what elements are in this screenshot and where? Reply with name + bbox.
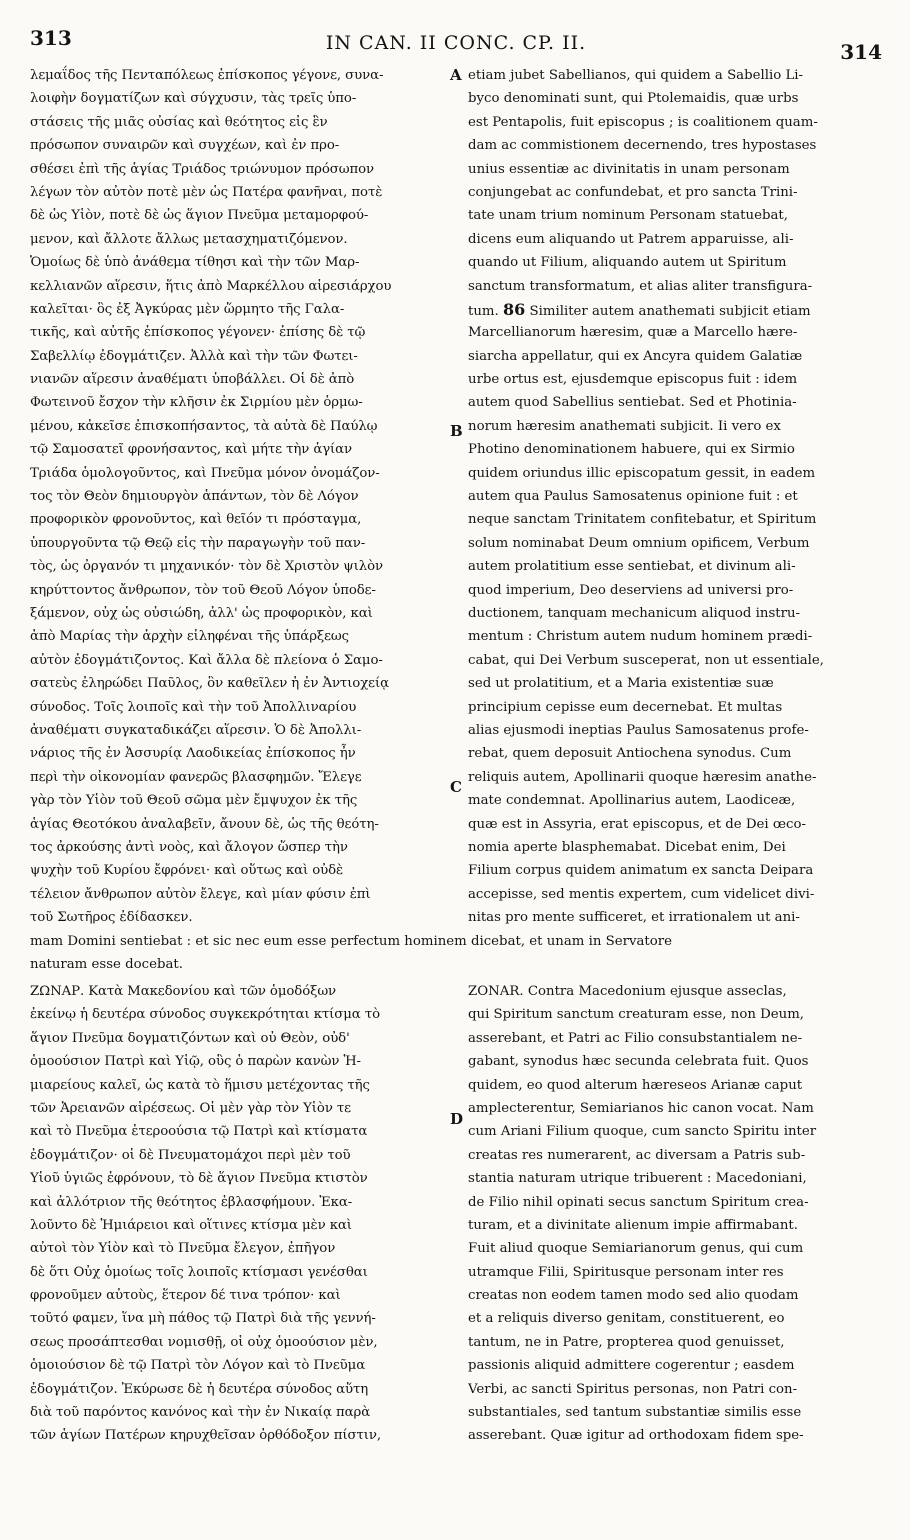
greek-top-line: τικῆς, καὶ αὐτῆς ἐπίσκοπος γέγονεν· ἐπίσης δὲ τῷ (30, 325, 366, 341)
latin-bottom-line: qui Spiritum sanctum creaturam esse, non Deum, (468, 1007, 805, 1023)
latin-bottom-line: gabant, synodus hæc secunda celebrata fuit. Quos (468, 1054, 809, 1070)
greek-bottom-line: δὲ ὅτι Οὐχ ὁμοίως τοῖς λοιποῖς κτίσμασι γενέσθαι (30, 1264, 368, 1280)
latin-top-line: conjungebat ac confundebat, et pro sancta Trini- (468, 184, 798, 200)
latin-top-line: Photino denominationem habuere, qui ex Sirmio (468, 442, 795, 458)
greek-top-line: πρόσωπον συναιρῶν καὶ συγχέων, καὶ ἐν προ- (30, 138, 340, 154)
greek-top-line: στάσεις τῆς μιᾶς οὐσίας καὶ θεότητος εἰς ἓν (30, 114, 328, 130)
greek-top-line: προφορικὸν φρονοῦντος, καὶ θεῖόν τι πρόσταγμα, (30, 512, 362, 528)
greek-top-line: αὐτὸν ἐδογμάτιζοντος. Καὶ ἄλλα δὲ πλείονα ὁ Σαμο- (30, 652, 383, 668)
greek-bottom-line: τῶν ἁγίων Πατέρων κηρυχθεῖσαν ὀρθόδοξον πίστιν, (30, 1428, 381, 1444)
greek-column-top (30, 64, 448, 929)
latin-top-line: sanctum transformatum, et alias aliter transfigura- (468, 278, 813, 294)
greek-top-line: τὸς, ὡς ὀργανόν τι μηχανικόν· τὸν δὲ Χριστὸν ψιλὸν (30, 559, 383, 575)
greek-bottom-line: αὐτοὶ τὸν Υἱὸν καὶ τὸ Πνεῦμα ἔλεγον, ἐπῆγον (30, 1241, 336, 1257)
latin-top-line: nitas pro mente sufficeret, et irrationalem ut ani- (468, 910, 800, 926)
greek-top-line: λέγων τὸν αὐτὸν ποτὲ μὲν ὡς Πατέρα φανῆναι, ποτὲ (30, 184, 383, 200)
latin-top-line: norum hæresim anathemati subjicit. Ii vero ex (468, 418, 781, 434)
greek-bottom-line: ΖΩΝΑΡ. Κατὰ Μακεδονίου καὶ τῶν ὁμοδόξων (30, 984, 337, 999)
greek-top-line: μενον, καὶ ἄλλοτε ἄλλως μετασχηματιζόμενον. (30, 231, 348, 247)
greek-top-line: ἀναθέματι συγκαταδικάζει αἵρεσιν. Ὁ δὲ Ἀπολλι- (30, 722, 362, 738)
latin-bottom-line: Fuit aliud quoque Semiarianorum genus, qui cum (468, 1241, 804, 1257)
greek-bottom-line: ὁμοούσιον Πατρὶ καὶ Υἱῷ, οὓς ὁ παρὼν κανὼν Ἡ- (30, 1054, 361, 1070)
greek-top-line: ὑπουργοῦντα τῷ Θεῷ εἰς τὴν παραγωγὴν τοῦ παν- (30, 535, 366, 551)
greek-top-line: δὲ ὡς Υἱὸν, ποτὲ δὲ ὡς ἅγιον Πνεῦμα μεταμορφού- (30, 208, 369, 224)
latin-top-line: sed ut prolatitium, et a Maria existentiæ suæ (468, 676, 774, 692)
latin-top-line: byco denominati sunt, qui Ptolemaidis, quæ urbs (468, 91, 799, 107)
latin-top-line: nomia aperte blasphemabat. Dicebat enim, Dei (468, 839, 786, 855)
latin-top-line: est Pentapolis, fuit episcopus ; is coalitionem quam- (468, 114, 818, 130)
latin-top-line: reliquis autem, Apollinarii quoque hæresim anathe- (468, 769, 817, 785)
greek-top-line: Τριάδα ὁμολογοῦντος, καὶ Πνεῦμα μόνον ὀνομάζον- (30, 465, 380, 481)
greek-bottom-line: φρονοῦμεν αὐτοὺς, ἕτερον δέ τινα τρόπον· καὶ (30, 1288, 341, 1304)
greek-top-line: νάριος τῆς ἐν Ἀσσυρίᾳ Λαοδικείας ἐπίσκοπος ἦν (30, 746, 356, 762)
greek-top-line: νιανῶν αἵρεσιν ἀναθέματι ὑποβάλλει. Οἱ δὲ ἀπὸ (30, 372, 355, 388)
latin-full-line: naturam esse docebat. (30, 957, 183, 973)
latin-bottom-line: creatas non eodem tamen modo sed alio quodam (468, 1288, 799, 1304)
latin-top-line: dam ac commistionem decernendo, tres hypostases (468, 138, 817, 154)
greek-bottom-line: ἐδογμάτιζον. Ἐκύρωσε δὲ ἡ δευτέρα σύνοδος αὕτη (30, 1381, 369, 1397)
greek-top-line: λοιφὴν δογματίζων καὶ σύγχυσιν, τὰς τρεῖς ὑπο- (30, 91, 357, 107)
latin-top-line: accepisse, sed mentis expertem, cum videlicet divi- (468, 886, 815, 902)
greek-bottom-line: καὶ τὸ Πνεῦμα ἑτεροούσια τῷ Πατρὶ καὶ κτίσματα (30, 1124, 368, 1140)
greek-bottom-line: λοῦντο δὲ Ἡμιάρειοι καὶ οἵτινες κτίσμα μὲν καὶ (30, 1217, 352, 1233)
latin-bottom-line: amplecterentur, Semiarianos hic canon vocat. Nam (468, 1100, 814, 1116)
latin-top-line: dicens eum aliquando ut Patrem apparuisse, ali- (468, 231, 794, 247)
latin-top-line: quod imperium, Deo deserviens ad universi pro- (468, 582, 794, 598)
greek-top-line: σθέσει ἐπὶ τῆς ἁγίας Τριάδος τριώνυμον πρόσωπον (30, 161, 375, 177)
latin-bottom-line: cum Ariani Filium quoque, cum sancto Spiritu inter (468, 1124, 817, 1140)
greek-top-line: ἁγίας Θεοτόκου ἀναλαβεῖν, ἄνουν δὲ, ὡς τῆς θεότη- (30, 816, 379, 832)
latin-top-line: quæ est in Assyria, erat episcopus, et de Dei œco- (468, 816, 806, 832)
latin-top-line: autem prolatitium esse sentiebat, et divinum ali- (468, 559, 796, 575)
page-number-right: 314 (840, 40, 882, 64)
latin-full-line: mam Domini sentiebat : et sic nec eum esse perfectum hominem dicebat, et unam in Servatore (30, 934, 673, 949)
latin-top-line: mate condemnat. Apollinarius autem, Laodiceæ, (468, 793, 796, 809)
latin-bottom-line: utramque Filii, Spiritusque personam inter res (468, 1264, 784, 1280)
latin-top-line: principium cepisse eum decernebat. Et multas (468, 699, 783, 715)
greek-bottom-line: ὁμοιούσιον δὲ τῷ Πατρὶ τὸν Λόγον καὶ τὸ Πνεῦμα (30, 1358, 366, 1374)
margin-letter-d: D (450, 1110, 464, 1128)
latin-top-line: cabat, qui Dei Verbum susceperat, non ut essentiale, (468, 652, 824, 668)
greek-bottom-line: μιαρείους καλεῖ, ὡς κατὰ τὸ ἥμισυ μετέχοντας τῆς (30, 1077, 370, 1093)
latin-top-line: quando ut Filium, aliquando autem ut Spiritum (468, 255, 787, 271)
latin-bottom-line: quidem, eo quod alterum hæreseos Arianæ caput (468, 1077, 803, 1093)
greek-top-line: κελλιανῶν αἵρεσιν, ἥτις ἀπὸ Μαρκέλλου αἱρεσιάρχου (30, 278, 392, 294)
latin-top-line: unius essentiæ ac divinitatis in unam personam (468, 161, 790, 177)
latin-bottom-line: passionis aliquid admittere cogerentur ; easdem (468, 1358, 795, 1374)
greek-top-line: μένου, κἀκεῖσε ἐπισκοπήσαντος, τὰ αὐτὰ δὲ Παύλῳ (30, 418, 378, 434)
latin-full-width-text (30, 930, 882, 977)
latin-top-line: tate unam trium nominum Personam statuebat, (468, 208, 788, 224)
greek-top-line: τῷ Σαμοσατεῖ φρονήσαντος, καὶ μήτε τὴν ἁγίαν (30, 442, 353, 458)
latin-top-line: tum. 86 Similiter autem anathemati subjicit etiam (468, 299, 811, 319)
greek-top-line: ψυχὴν τοῦ Κυρίου ἔφρόνει· καὶ οὕτως καὶ οὐδὲ (30, 863, 344, 879)
latin-top-line: autem quod Sabellius sentiebat. Sed et Photinia- (468, 395, 797, 411)
greek-top-line: τοῦ Σωτῆρος ἐδίδασκεν. (30, 910, 193, 926)
greek-top-line: Σαβελλίῳ ἐδογμάτιζεν. Ἀλλὰ καὶ τὴν τῶν Φωτει- (30, 348, 358, 364)
greek-bottom-line: σεως προσάπτεσθαι νομισθῇ, οἱ οὐχ ὁμοούσιον μὲν, (30, 1334, 378, 1350)
margin-letter-c: C (450, 778, 462, 796)
margin-letter-b: B (450, 422, 463, 440)
latin-top-line: Marcellianorum hæresim, quæ a Marcello hære- (468, 325, 798, 341)
greek-top-line: τος ἀρκούσης ἀντὶ νοὸς, καὶ ἄλογον ὥσπερ τὴν (30, 839, 348, 855)
greek-bottom-line: καὶ ἀλλότριον τῆς θεότητος ἐβλασφήμουν. Ἐκα- (30, 1194, 353, 1210)
greek-top-line: τος τὸν Θεὸν δημιουργὸν ἁπάντων, τὸν δὲ Λόγον (30, 489, 359, 505)
latin-column-top (468, 64, 882, 929)
greek-column-bottom (30, 980, 448, 1448)
section-number: 86 (502, 299, 526, 319)
latin-top-line: rebat, quem deposuit Antiochena synodus. Cum (468, 746, 792, 762)
greek-top-line: σύνοδος. Τοῖς λοιποῖς καὶ τὴν τοῦ Ἀπολλιναρίου (30, 699, 357, 715)
latin-top-line: urbe ortus est, ejusdemque episcopus fuit : idem (468, 372, 798, 388)
latin-top-line: ductionem, tanquam mechanicum aliquod instru- (468, 605, 801, 621)
latin-bottom-line: et a reliquis diverso genitam, constituerent, eo (468, 1311, 785, 1327)
latin-bottom-line: stantia naturam utrique tribuerent : Macedoniani, (468, 1171, 807, 1187)
greek-bottom-line: ἐκείνῳ ἡ δευτέρα σύνοδος συγκεκρότηται κτίσμα τὸ (30, 1007, 380, 1023)
greek-top-line: σατεὺς ἐληρώδει Παῦλος, ὃν καθεῖλεν ἡ ἐν Ἀντιοχείᾳ (30, 676, 389, 692)
page-number-left: 313 (30, 26, 72, 50)
latin-bottom-line: asserebant, et Patri ac Filio consubstantialem ne- (468, 1030, 803, 1046)
latin-bottom-line: ZONAR. Contra Macedonium ejusque asseclas, (468, 984, 787, 999)
greek-bottom-line: ἅγιον Πνεῦμα δογματιζόντων καὶ οὐ Θεὸν, οὐδ' (30, 1030, 350, 1046)
greek-top-line: γὰρ τὸν Υἱὸν τοῦ Θεοῦ σῶμα μὲν ἔμψυχον ἐκ τῆς (30, 793, 358, 809)
running-title: IN CAN. II CONC. CP. II. (325, 32, 587, 54)
latin-top-line: etiam jubet Sabellianos, qui quidem a Sabellio Li- (468, 68, 804, 83)
greek-top-line: λεμαΐδος τῆς Πενταπόλεως ἐπίσκοπος γέγονε, συνα- (30, 68, 384, 83)
latin-bottom-line: creatas res numerarent, ac diversam a Patris sub- (468, 1147, 806, 1163)
latin-top-line: neque sanctam Trinitatem confitebatur, et Spiritum (468, 512, 817, 528)
latin-column-bottom (468, 980, 882, 1448)
latin-top-line: autem qua Paulus Samosatenus opinione fuit : et (468, 489, 798, 505)
greek-top-line: ἀπὸ Μαρίας τὴν ἀρχὴν εἰληφέναι τῆς ὑπάρξεως (30, 629, 350, 645)
greek-bottom-line: τοῦτό φαμεν, ἵνα μὴ πάθος τῷ Πατρὶ διὰ τῆς γεννή- (30, 1311, 376, 1327)
latin-bottom-line: asserebant. Quæ igitur ad orthodoxam fidem spe- (468, 1428, 804, 1444)
latin-top-line: quidem oriundus illic episcopatum gessit, in eadem (468, 465, 816, 481)
margin-letter-a: A (450, 66, 462, 84)
greek-top-line: ξάμενον, οὐχ ὡς οὐσιώδη, ἀλλ' ὡς προφορικὸν, καὶ (30, 605, 373, 621)
latin-bottom-line: de Filio nihil opinati secus sanctum Spiritum crea- (468, 1194, 809, 1210)
latin-bottom-line: Verbi, ac sancti Spiritus personas, non Patri con- (468, 1381, 798, 1397)
greek-top-line: Ὁμοίως δὲ ὑπὸ ἀνάθεμα τίθησι καὶ τὴν τῶν Μαρ- (30, 255, 360, 271)
page-header (30, 22, 882, 62)
greek-bottom-line: τῶν Ἀρειανῶν αἱρέσεως. Οἱ μὲν γὰρ τὸν Υἱὸν τε (30, 1100, 351, 1116)
greek-top-line: Φωτεινοῦ ἔσχον τὴν κλῆσιν ἐκ Σιρμίου μὲν ὁρμω- (30, 395, 363, 411)
latin-bottom-line: turam, et a divinitate alienum impie affirmabant. (468, 1217, 798, 1233)
greek-top-line: καλεῖται· ὃς ἐξ Ἀγκύρας μὲν ὥρμητο τῆς Γαλα- (30, 301, 345, 317)
greek-bottom-line: διὰ τοῦ παρόντος κανόνος καὶ τὴν ἐν Νικαίᾳ παρὰ (30, 1405, 371, 1421)
latin-bottom-line: substantiales, sed tantum substantiæ similis esse (468, 1405, 802, 1421)
latin-top-line: solum nominabat Deum omnium opificem, Verbum (468, 535, 810, 551)
greek-top-line: τέλειον ἄνθρωπον αὐτὸν ἔλεγε, καὶ μίαν φύσιν ἐπὶ (30, 886, 371, 902)
latin-top-line: siarcha appellatur, qui ex Ancyra quidem Galatiæ (468, 348, 803, 364)
greek-bottom-line: Υἱοῦ ὑγιῶς ἐφρόνουν, τὸ δὲ ἅγιον Πνεῦμα κτιστὸν (30, 1171, 368, 1187)
latin-bottom-line: tantum, ne in Patre, propterea quod genuisset, (468, 1334, 785, 1350)
greek-top-line: κηρύττοντος ἄνθρωπον, τὸν τοῦ Θεοῦ Λόγον ὑποδε- (30, 582, 376, 598)
greek-top-line: περὶ τὴν οἰκονομίαν φανερῶς βλασφημῶν. Ἔλεγε (30, 769, 362, 785)
latin-top-line: Filium corpus quidem animatum ex sancta Deipara (468, 863, 814, 879)
greek-bottom-line: ἐδογμάτιζον· οἱ δὲ Πνευματομάχοι περὶ μὲν τοῦ (30, 1147, 351, 1163)
latin-top-line: alias ejusmodi ineptias Paulus Samosatenus profe- (468, 722, 809, 738)
latin-top-line: mentum : Christum autem nudum hominem prædi- (468, 629, 813, 645)
